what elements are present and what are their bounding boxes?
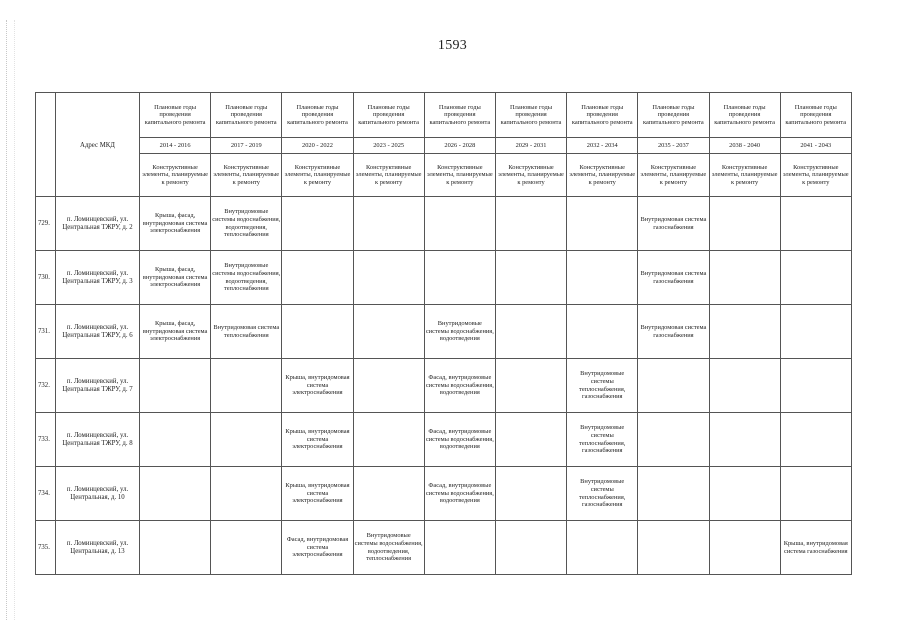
header-row-period-caption [36,93,852,138]
repair-elements-cell [709,521,780,575]
period-years-cell: 2032 - 2034 [567,138,638,154]
repair-elements-cell [495,413,566,467]
repair-elements-cell [282,197,353,251]
building-address: п. Ломинцевский, ул. Центральная ТЖРУ, д. 2 [56,197,140,251]
table-row [36,521,852,575]
repair-elements-cell [495,197,566,251]
repair-elements-cell: Крыша, фасад, внутридомовая система электроснабжения [140,251,211,305]
period-years-cell: 2038 - 2040 [709,138,780,154]
repair-elements-cell [567,251,638,305]
repair-elements-cell [567,305,638,359]
elements-caption-cell: Конструктивные элементы, планируемые к ремонту [567,154,638,197]
repair-elements-cell: Внутридомовая система газоснабжения [638,305,709,359]
row-number: 731. [36,305,56,359]
repair-elements-cell [211,467,282,521]
period-caption-cell: Плановые годы проведения капитального ремонта [140,93,211,138]
period-years-cell: 2026 - 2028 [424,138,495,154]
repair-elements-cell [638,359,709,413]
building-address: п. Ломинцевский, ул. Центральная ТЖРУ, д. 7 [56,359,140,413]
table-row [36,251,852,305]
repair-elements-cell: Внутридомовые системы теплоснабжения, газоснабжения [567,413,638,467]
repair-elements-cell [709,305,780,359]
repair-elements-cell [140,359,211,413]
repair-elements-cell [709,467,780,521]
elements-caption-cell: Конструктивные элементы, планируемые к ремонту [709,154,780,197]
repair-elements-cell: Внутридомовая система газоснабжения [638,197,709,251]
elements-caption-cell: Конструктивные элементы, планируемые к ремонту [353,154,424,197]
row-number: 729. [36,197,56,251]
page-number: 1593 [437,38,468,53]
header-row-elements [36,154,852,197]
repair-elements-cell: Внутридомовые системы теплоснабжения, газоснабжения [567,467,638,521]
table-row [36,413,852,467]
repair-elements-cell [424,251,495,305]
row-number: 735. [36,521,56,575]
period-caption-cell: Плановые годы проведения капитального ремонта [424,93,495,138]
building-address: п. Ломинцевский, ул. Центральная ТЖРУ, д. 8 [56,413,140,467]
elements-caption-cell: Конструктивные элементы, планируемые к ремонту [638,154,709,197]
header-corner-cell [36,93,56,138]
header-address-blank [56,154,140,197]
elements-caption-cell: Конструктивные элементы, планируемые к ремонту [424,154,495,197]
header-address-blank [56,93,140,138]
period-caption-cell: Плановые годы проведения капитального ремонта [780,93,851,138]
repair-elements-cell [495,521,566,575]
row-number: 733. [36,413,56,467]
period-years-cell: 2041 - 2043 [780,138,851,154]
period-years-cell: 2014 - 2016 [140,138,211,154]
building-address: п. Ломинцевский, ул. Центральная, д. 13 [56,521,140,575]
period-caption-cell: Плановые годы проведения капитального ремонта [353,93,424,138]
repair-elements-cell [780,413,851,467]
header-row-periods [36,138,852,154]
period-caption-cell: Плановые годы проведения капитального ремонта [211,93,282,138]
repair-elements-cell [424,521,495,575]
repair-elements-cell [282,251,353,305]
elements-caption-cell: Конструктивные элементы, планируемые к ремонту [140,154,211,197]
repair-elements-cell [140,467,211,521]
repair-elements-cell [353,467,424,521]
elements-caption-cell: Конструктивные элементы, планируемые к ремонту [211,154,282,197]
repair-elements-cell: Крыша, внутридомовая система газоснабжения [780,521,851,575]
repair-elements-cell [567,521,638,575]
period-caption-cell: Плановые годы проведения капитального ремонта [638,93,709,138]
repair-elements-cell [353,197,424,251]
repair-elements-cell [495,467,566,521]
table-row [36,359,852,413]
elements-caption-cell: Конструктивные элементы, планируемые к ремонту [780,154,851,197]
repair-elements-cell: Внутридомовая система теплоснабжения [211,305,282,359]
repair-elements-cell: Крыша, фасад, внутридомовая система электроснабжения [140,197,211,251]
scan-edge-mark [6,20,8,620]
header-corner-cell [36,154,56,197]
period-caption-cell: Плановые годы проведения капитального ремонта [282,93,353,138]
table-row [36,467,852,521]
repair-elements-cell [638,521,709,575]
repair-elements-cell: Внутридомовые системы теплоснабжения, газоснабжения [567,359,638,413]
repair-elements-cell [495,359,566,413]
building-address: п. Ломинцевский, ул. Центральная, д. 10 [56,467,140,521]
period-caption-cell: Плановые годы проведения капитального ремонта [567,93,638,138]
repair-elements-cell [140,521,211,575]
repair-elements-cell [495,305,566,359]
address-column-header: Адрес МКД [56,138,140,154]
repair-elements-cell [638,467,709,521]
row-number: 730. [36,251,56,305]
repair-elements-cell [353,413,424,467]
period-years-cell: 2035 - 2037 [638,138,709,154]
repair-elements-cell: Внутридомовые системы водоснабжения, водоотведения, теплоснабжения [211,251,282,305]
period-caption-cell: Плановые годы проведения капитального ремонта [709,93,780,138]
repair-elements-cell [780,359,851,413]
building-address: п. Ломинцевский, ул. Центральная ТЖРУ, д. 3 [56,251,140,305]
row-number: 732. [36,359,56,413]
elements-caption-cell: Конструктивные элементы, планируемые к ремонту [282,154,353,197]
repair-elements-cell [780,197,851,251]
period-years-cell: 2020 - 2022 [282,138,353,154]
repair-elements-cell: Внутридомовая система газоснабжения [638,251,709,305]
repair-elements-cell [211,359,282,413]
repair-elements-cell [709,359,780,413]
table-row [36,197,852,251]
repair-elements-cell [353,305,424,359]
repair-elements-cell [780,251,851,305]
repair-elements-cell: Фасад, внутридомовые системы водоснабжения, водоотведения [424,467,495,521]
table-body [36,197,852,575]
repair-elements-cell: Внутридомовые системы водоснабжения, водоотведения, теплоснабжения [353,521,424,575]
repair-elements-cell [211,413,282,467]
table-row [36,305,852,359]
repair-elements-cell: Крыша, внутридомовая система электроснабжения [282,413,353,467]
repair-elements-cell [353,359,424,413]
repair-elements-cell [353,251,424,305]
period-caption-cell: Плановые годы проведения капитального ремонта [495,93,566,138]
repair-elements-cell [638,413,709,467]
repair-elements-cell [495,251,566,305]
repair-elements-cell [780,467,851,521]
elements-caption-cell: Конструктивные элементы, планируемые к ремонту [495,154,566,197]
repair-elements-cell [709,251,780,305]
repair-schedule-table [35,92,852,575]
repair-elements-cell [780,305,851,359]
repair-elements-cell: Фасад, внутридомовые системы водоснабжения, водоотведения [424,413,495,467]
repair-elements-cell: Фасад, внутридомовая система электроснабжения [282,521,353,575]
repair-elements-cell [424,197,495,251]
repair-elements-cell [709,413,780,467]
repair-elements-cell: Крыша, внутридомовая система электроснабжения [282,467,353,521]
repair-elements-cell [140,413,211,467]
period-years-cell: 2017 - 2019 [211,138,282,154]
repair-elements-cell: Внутридомовые системы водоснабжения, водоотведения, теплоснабжения [211,197,282,251]
period-years-cell: 2029 - 2031 [495,138,566,154]
period-years-cell: 2023 - 2025 [353,138,424,154]
row-number: 734. [36,467,56,521]
repair-elements-cell: Крыша, фасад, внутридомовая система электроснабжения [140,305,211,359]
repair-elements-cell [709,197,780,251]
repair-elements-cell [567,197,638,251]
scan-edge-mark [14,20,16,620]
repair-elements-cell: Фасад, внутридомовые системы водоснабжения, водоотведения [424,359,495,413]
repair-elements-cell: Внутридомовые системы водоснабжения, водоотведения [424,305,495,359]
header-corner-cell [36,138,56,154]
repair-elements-cell [211,521,282,575]
repair-elements-cell: Крыша, внутридомовая система электроснабжения [282,359,353,413]
repair-elements-cell [282,305,353,359]
building-address: п. Ломинцевский, ул. Центральная ТЖРУ, д. 6 [56,305,140,359]
